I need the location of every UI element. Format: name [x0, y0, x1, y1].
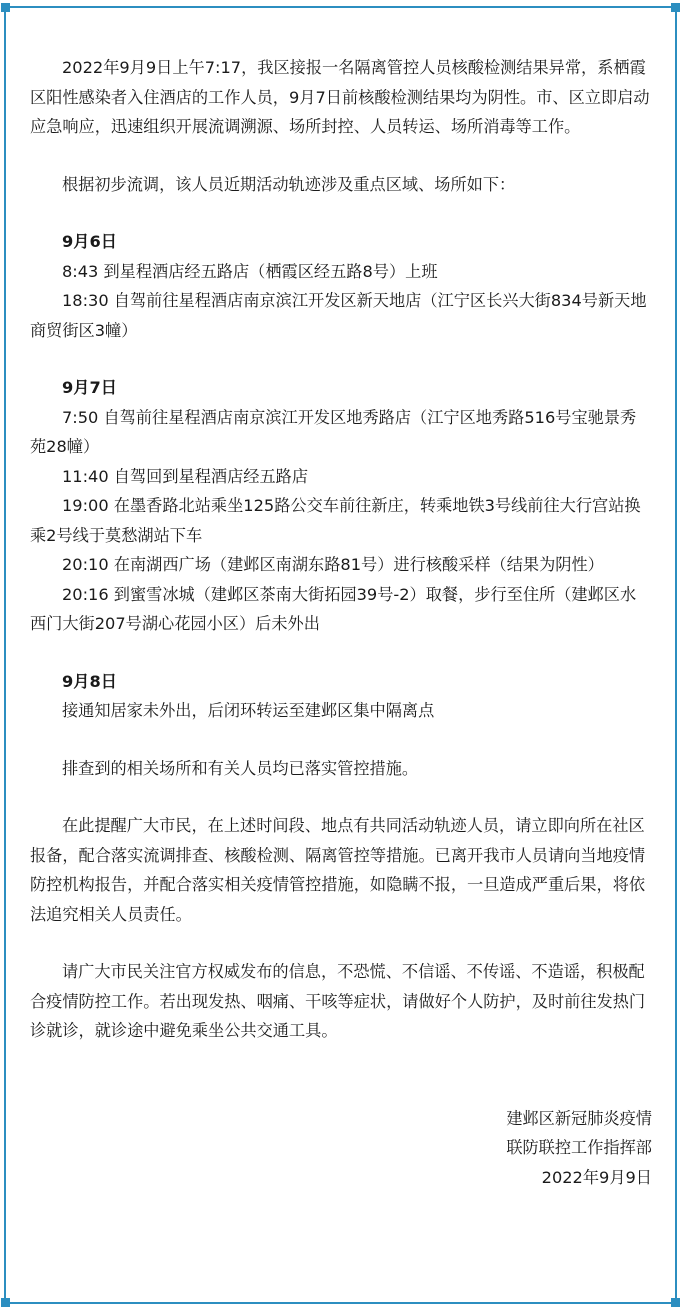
signature-date: 2022年9月9日 [541, 1167, 652, 1187]
timeline-item: 19:00 在墨香路北站乘坐125路公交车前往新庄，转乘地铁3号线前往大行宫站换乘2号线于莫愁湖站下车 [30, 496, 641, 545]
timeline-item: 7:50 自驾前往星程酒店南京滨江开发区地秀路店（江宁区地秀路516号宝驰景秀苑28幢） [30, 407, 637, 456]
intro-paragraph: 2022年9月9日上午7:17，我区接报一名隔离管控人员核酸检测结果异常，系栖霞区阳性感染者入住酒店的工作人员，9月7日前核酸检测结果均为阴性。市、区立即启动应急响应，迅速组织开展流调溯源、场所封控、人员转运、场所消毒等工作。 [30, 58, 650, 136]
day-block-sep6 [30, 227, 652, 345]
timeline-item: 11:40 自驾回到星程酒店经五路店 [62, 466, 309, 486]
timeline-item: 20:16 到蜜雪冰城（建邺区茶南大街拓园39号-2）取餐，步行至住所（建邺区水西门大街207号湖心花园小区）后未外出 [30, 584, 637, 633]
day-heading: 9月7日 [62, 378, 117, 397]
frame-corner-top-right [671, 3, 680, 12]
lead-paragraph: 根据初步流调，该人员近期活动轨迹涉及重点区域、场所如下： [62, 174, 516, 194]
day-block-sep8 [30, 667, 652, 726]
frame-corner-bottom-right [671, 1298, 680, 1307]
day-heading: 9月8日 [62, 671, 117, 691]
frame-corner-top-left [1, 3, 10, 12]
frame-corner-bottom-left [1, 1298, 10, 1307]
timeline-item: 接通知居家未外出，后闭环转运至建邺区集中隔离点 [62, 701, 435, 720]
signature-line: 联防联控工作指挥部 [506, 1138, 652, 1157]
reminder-paragraph: 在此提醒广大市民，在上述时间段、地点有共同活动轨迹人员，请立即向所在社区报备，配合落实流调排查、核酸检测、隔离管控等措施。已离开我市人员请向当地疫情防控机构报告，并配合落实相关疫情管控措施，如隐瞒不报，一旦造成严重后果，将依法追究相关人员责任。 [30, 816, 646, 924]
measures-paragraph: 排查到的相关场所和有关人员均已落实管控措施。 [62, 758, 419, 778]
notice-body [30, 53, 652, 1192]
timeline-item: 18:30 自驾前往星程酒店南京滨江开发区新天地店（江宁区长兴大街834号新天地商贸街区3幢） [30, 291, 647, 340]
appeal-paragraph: 请广大市民关注官方权威发布的信息，不恐慌、不信谣、不传谣、不造谣，积极配合疫情防控工作。若出现发热、咽痛、干咳等症状，请做好个人防护，及时前往发热门诊就诊，就诊途中避免乘坐公共交通工具。 [30, 962, 646, 1040]
timeline-item: 8:43 到星程酒店经五路店（栖霞区经五路8号）上班 [62, 261, 438, 281]
signature-block [30, 1104, 652, 1193]
day-block-sep7 [30, 373, 652, 639]
signature-line: 建邺区新冠肺炎疫情 [506, 1108, 652, 1128]
day-heading: 9月6日 [62, 232, 117, 251]
timeline-item: 20:10 在南湖西广场（建邺区南湖东路81号）进行核酸采样（结果为阴性） [62, 555, 604, 574]
